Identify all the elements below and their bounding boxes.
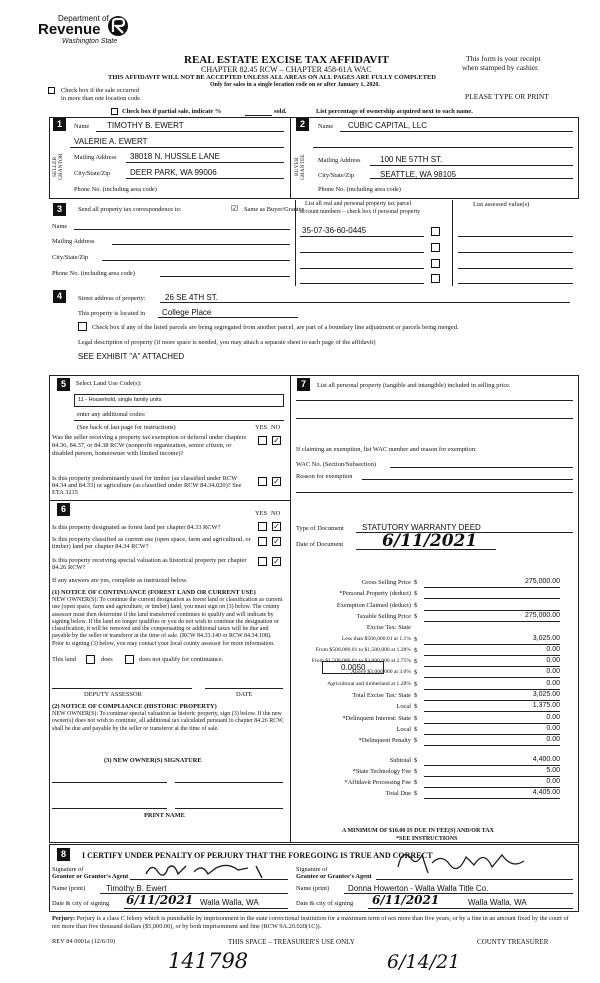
parcel-3-personal-checkbox[interactable] [431, 259, 440, 268]
section-2-number: 2 [296, 118, 309, 131]
s6-q3-yes[interactable] [258, 557, 267, 566]
grantee-name[interactable]: Donna Howerton - Walla Walla Title Co. [348, 884, 489, 893]
county-treasurer: COUNTY TREASURER [477, 938, 549, 946]
treasurer-space: THIS SPACE – TREASURER'S USE ONLY [228, 938, 355, 946]
price-row-label: Less than $500,000.01 at 1.1% [341, 635, 411, 642]
price-row-label: *Delinquent Interest: State [342, 714, 411, 722]
deputy-assessor-label: DEPUTY ASSESSOR [84, 691, 142, 698]
price-row-dollar: $ [414, 703, 418, 711]
price-row-value[interactable]: 0.00 [546, 668, 560, 676]
buyer-name-label: Name [318, 123, 334, 130]
assessor-date-label: DATE [236, 691, 253, 698]
s5-no-label: NO [271, 424, 281, 431]
perjury-label: Perjury: [52, 915, 76, 922]
reason-label: Reason for exemption [296, 473, 353, 480]
price-row-label: Gross Selling Price [361, 579, 411, 586]
receipt-note-1: This form is your receipt [466, 54, 541, 63]
notice-2-title: (2) NOTICE OF COMPLIANCE (HISTORIC PROPERTY) [52, 703, 217, 710]
does-not-qualify-checkbox[interactable] [125, 655, 134, 664]
located-label: This property is located in [78, 310, 146, 317]
price-row-label: Taxable Selling Price [356, 612, 411, 620]
price-row-dollar: $ [414, 669, 418, 677]
personal-property-title: List all personal property (tangible and intangible) included in selling price. [317, 382, 511, 389]
assessed-head: List assessed value(s) [473, 201, 530, 208]
seller-phone-label: Phone No. (including area code) [74, 186, 157, 193]
seller-side-label: SELLER GRANTOR [52, 153, 64, 181]
dept-line1: Department of [58, 14, 109, 23]
s3-city-label: City/State/Zip [52, 254, 89, 261]
send-correspondence-label: Send all property tax correspondence to: [78, 206, 182, 213]
price-row-dollar: $ [414, 658, 418, 666]
price-row-value[interactable]: 3,025.00 [532, 691, 560, 698]
notice-1-text: NEW OWNER(S): To continue the current designation as forest land or classification as current use (open space, farm and agriculture, or timber) land, you must sign on (3) below. The county assessor must then determine if the land transferred continues to qualify and will indicate by signing below. If the land no longer qualifies or you do not wish to continue the designation or classification, it will be removed and the compensating or additional taxes will be due and payable by the seller or transferor at the time of sale. (RCW 84.33.140 or RCW 84.34.108). Prior to signing (3) below, you may contact your local county assessor for more information. [52, 597, 283, 647]
s5-q2-yes[interactable] [258, 477, 267, 486]
price-row-dollar: $ [414, 601, 418, 609]
grantor-name[interactable]: Timothy B. Ewert [106, 884, 167, 893]
local-rate: 0.0050 [341, 663, 366, 672]
certify-statement: I CERTIFY UNDER PENALTY OF PERJURY THAT THE FOREGOING IS TRUE AND CORRECT [82, 851, 433, 860]
s5-question-2: Is this property predominantly used for timber (as classified under RCW 84.34 and 84.33) or agriculture (as classified under RCW 84.34.020)? See ETA 3215 [52, 475, 242, 496]
parcel-2-personal-checkbox[interactable] [431, 243, 440, 252]
doc-date[interactable]: 6/11/2021 [382, 531, 478, 551]
segregated-label: Check box if any of the listed parcels are being segregated from another parcel, are part of a boundary line adjustment or parcels being merged. [92, 324, 459, 331]
multi-location-checkbox[interactable] [48, 87, 55, 94]
seller-mail[interactable]: 38018 N. HUSSLE LANE [130, 152, 220, 161]
s5-question-1: Was the seller receiving a property tax exemption or deferral under chapters 84.36, 84.37, or 84.38 RCW (nonprofit organization, senior citizen, or disabled person, homeowner with limited income)? [52, 434, 247, 457]
sold-label: sold. [274, 108, 287, 115]
parcel-1[interactable]: 35-07-36-60-0445 [302, 226, 367, 235]
price-row-value[interactable]: 275,000.00 [524, 578, 560, 585]
price-row-value[interactable]: 275,000.00 [524, 611, 560, 619]
price-row-label: From $1,500,000.01 to $3,000,000 at 2.75% [311, 658, 411, 665]
wac-intro: If claiming an exemption, list WAC number and reason for exemption: [296, 446, 477, 453]
price-row-value[interactable]: 5.00 [546, 766, 560, 774]
dept-line2: Revenue [38, 21, 101, 38]
see-back-label: (See back of last page for instructions) [77, 424, 176, 431]
price-row-label: Exemption Claimed (deduct) [336, 601, 411, 609]
price-row-value[interactable]: 0.00 [546, 645, 560, 653]
print-name-label: PRINT NAME [144, 812, 185, 819]
price-row-dollar: $ [414, 635, 418, 643]
grantor-name-label: Name (print) [52, 885, 86, 892]
additional-codes-label: enter any additional codes: [77, 411, 146, 418]
buyer-phone-label: Phone No. (including area code) [318, 186, 401, 193]
buyer-city-label: City/State/Zip [318, 172, 355, 179]
section-4-number: 4 [53, 290, 66, 303]
buyer-mail-label: Mailing Address [318, 157, 361, 164]
seller-name-label: Name [74, 123, 90, 130]
price-row-dollar: $ [414, 579, 418, 586]
buyer-mail[interactable]: 100 NE 57TH ST. [380, 155, 443, 164]
doc-type[interactable]: STATUTORY WARRANTY DEED [362, 523, 481, 532]
notice-1-title: (1) NOTICE OF CONTINUANCE (FOREST LAND OR CURRENT USE) [52, 589, 256, 596]
price-row-value[interactable]: 1,375.00 [532, 702, 560, 710]
price-row-value[interactable]: 0.00 [546, 713, 560, 721]
hand-date: 6/14/21 [387, 951, 461, 973]
seller-name-2[interactable]: VALERIE A. EWERT [74, 137, 148, 146]
s6-q2-no[interactable]: ✓ [273, 537, 280, 546]
s6-if-yes: If any answers are yes, complete as instructed below. [52, 577, 188, 584]
s6-q3-no[interactable]: ✓ [273, 557, 280, 566]
hand-number: 141798 [168, 949, 249, 973]
grantor-date-label: Date & city of signing [52, 900, 110, 907]
price-row-dollar: $ [414, 737, 418, 745]
notice-3-title: (3) NEW OWNER(S) SIGNATURE [104, 757, 202, 764]
price-row-label: Excise Tax: State [366, 624, 411, 632]
multi-location-label-1: Check box if the sale occurred [61, 87, 139, 94]
price-row-dollar: $ [414, 790, 418, 798]
price-row-label: *State Technology Fee [352, 767, 411, 775]
s3-mail-label: Mailing Address [52, 238, 95, 245]
s5-q2-no[interactable]: ✓ [273, 477, 280, 486]
segregated-checkbox[interactable] [78, 322, 87, 331]
grantee-sig-label-2: Grantee or Grantee's Agent [296, 873, 372, 880]
price-row-label: *Delinquent Penalty [358, 737, 411, 745]
price-row-value[interactable]: 0.00 [546, 778, 560, 786]
perjury-text: Perjury is a class C felony which is punishable by imprisonment in the state correctional institution for a maximum term of not more than five years, or by a fine in an amount fixed by the court of not more than five thousand dollars ($5,000.00), or by both imprisonment and fine (RCW 9A.20.020(1C)). [52, 915, 569, 930]
buyer-city[interactable]: SEATTLE, WA 98105 [380, 170, 457, 179]
price-row-label: *Affidavit Processing Fee [344, 779, 411, 787]
same-as-buyer-check[interactable]: ☑ [231, 204, 239, 213]
street-label: Street address of property: [78, 295, 146, 302]
price-row-label: Total Excise Tax: State [352, 692, 411, 699]
legal-label: Legal description of property (if more space is needed, you may attach a separate sheet to each page of the affidavit) [78, 339, 376, 346]
does-qualify-checkbox[interactable] [86, 655, 95, 664]
price-row-value[interactable]: 4,400.00 [532, 755, 560, 763]
partial-sale-checkbox[interactable] [111, 108, 118, 115]
wac-no-label: WAC No. (Section/Subsection) [296, 461, 377, 468]
land-use-title: Select Land Use Code(s): [76, 380, 142, 387]
buyer-name-1[interactable]: CUBIC CAPITAL, LLC [348, 121, 427, 130]
seller-city[interactable]: DEER PARK, WA 99006 [130, 168, 217, 177]
price-row-value[interactable]: 0.00 [546, 724, 560, 732]
section-3-number: 3 [53, 203, 66, 216]
grantee-city[interactable]: Walla Walla, WA [468, 898, 527, 907]
s6-q2-yes[interactable] [258, 537, 267, 546]
grantor-sig-label-2: Grantor or Grantor's Agent [52, 873, 129, 880]
price-row-label: From $500,000.01 to $1,500,000 at 1.28% [315, 646, 411, 653]
notice-2-text: NEW OWNER(S): To continue special valuation as historic property, sign (3) below. If the new owner(s) does not wish to continue, all additional tax calculated pursuant to chapter 84.26 RCW, shall be due and payable by the seller or transferor at the time of sale. [52, 711, 284, 732]
s6-no-label: NO [271, 510, 281, 517]
dept-line3: Washington State [62, 38, 118, 45]
price-row-dollar: $ [414, 779, 418, 787]
minimum-note-1: A MINIMUM OF $10.00 IS DUE IN FEE(S) AND/OR TAX [342, 828, 494, 834]
does-not-label: does not qualify for continuance. [139, 656, 224, 663]
sales-note: Only for sales in a single location code on or after January 1, 2020. [210, 82, 380, 88]
seller-name-1[interactable]: TIMOTHY B. EWERT [107, 121, 184, 130]
grantee-sig-label-1: Signature of [296, 866, 328, 873]
located-in[interactable]: College Place [162, 308, 212, 317]
grantor-date[interactable]: 6/11/2021 [126, 893, 194, 907]
parcel-4-personal-checkbox[interactable] [431, 274, 440, 283]
does-label: does [101, 656, 113, 663]
grantee-signature[interactable] [392, 845, 542, 879]
s5-yes-label: YES [255, 424, 268, 431]
price-row-dollar: $ [414, 680, 418, 688]
price-row-label: Subtotal [389, 756, 411, 764]
seller-city-label: City/State/Zip [74, 170, 111, 177]
section-7-number: 7 [297, 378, 310, 391]
doc-date-label: Date of Document [296, 541, 344, 548]
s3-phone-label: Phone No. (including area code) [52, 270, 135, 277]
price-row-dollar: $ [414, 725, 418, 733]
grantor-city[interactable]: Walla Walla, WA [200, 898, 259, 907]
parcel-head-1: List all real and personal property tax parcel [305, 201, 412, 207]
form-number: REV 84 0001a (12/6/19) [52, 938, 116, 945]
grantor-sig-label-1: Signature of [52, 866, 84, 873]
price-row-label: Total Due [385, 790, 411, 798]
s5-q1-no[interactable]: ✓ [273, 436, 280, 445]
price-row-dollar: $ [414, 714, 418, 722]
doc-type-label: Type of Document [296, 525, 344, 532]
price-row-label: *Personal Property (deduct) [339, 590, 411, 598]
same-as-buyer-label: Same as Buyer/Grantee [244, 206, 305, 213]
price-row-value[interactable]: 0.00 [546, 657, 560, 665]
s6-q1-yes[interactable] [258, 522, 267, 531]
type-or-print: PLEASE TYPE OR PRINT [465, 92, 549, 101]
form-chapter: CHAPTER 82.45 RCW – CHAPTER 458-61A WAC [201, 65, 372, 74]
s6-yes-label: YES [255, 510, 268, 517]
ownership-label: List percentage of ownership acquired next to each name. [316, 108, 473, 115]
land-use-code: 11 - Household, single family units [78, 397, 162, 403]
parcel-head-2: account numbers – check box if personal property [300, 209, 421, 215]
multi-location-label-2: in more than one location code. [61, 95, 142, 102]
price-row-label: Agricultural and timberland at 1.28% [327, 680, 411, 687]
price-row-dollar: $ [414, 756, 418, 764]
s6-q1-no[interactable]: ✓ [273, 522, 280, 531]
price-row-dollar: $ [414, 692, 418, 699]
grantee-name-label: Name (print) [296, 885, 330, 892]
legal-description[interactable]: SEE EXHIBIT "A" ATTACHED [78, 352, 185, 361]
this-land-label: This land [52, 656, 76, 663]
price-row-value[interactable]: 3,025.00 [532, 634, 560, 642]
s3-name-label: Name [52, 223, 68, 230]
partial-sale-label: Check box if partial sale, indicate % [122, 108, 222, 115]
s5-q1-yes[interactable] [258, 436, 267, 445]
form-title: REAL ESTATE EXCISE TAX AFFIDAVIT [184, 54, 389, 66]
price-row-dollar: $ [414, 646, 418, 654]
dor-logo-icon [107, 14, 129, 38]
perjury-notice [52, 915, 578, 931]
price-row-dollar: $ [414, 767, 418, 775]
s6-question-1: Is this property designated as forest land per chapter 84.33 RCW? [52, 524, 221, 531]
minimum-note-2: *SEE INSTRUCTIONS [396, 836, 458, 842]
section-6-number: 6 [57, 503, 70, 516]
section-5-number: 5 [57, 378, 70, 391]
buyer-side-label: BUYER GRANTEE [294, 154, 306, 180]
price-row-label: Above $3,000,000 at 3.0% [351, 669, 411, 676]
price-row-value[interactable]: 0.00 [546, 736, 560, 744]
s6-question-3: Is this property receiving special valuation as historical property per chapter 84.26 RCW? [52, 557, 247, 571]
receipt-note-2: when stamped by cashier. [462, 63, 540, 72]
grantee-date[interactable]: 6/11/2021 [372, 893, 440, 907]
price-row-value[interactable]: 4,405.00 [532, 789, 560, 797]
price-row-value[interactable]: 0.00 [546, 679, 560, 687]
seller-mail-label: Mailing Address [74, 154, 117, 161]
price-row-label: Local [396, 703, 411, 711]
section-8-number: 8 [57, 848, 70, 861]
form-warning: THIS AFFIDAVIT WILL NOT BE ACCEPTED UNLESS ALL AREAS ON ALL PAGES ARE FULLY COMPLETED [108, 74, 436, 81]
grantee-date-label: Date & city of signing [296, 900, 354, 907]
street-address[interactable]: 26 SE 4TH ST. [165, 293, 218, 302]
section-1-number: 1 [53, 118, 66, 131]
price-row-dollar: $ [414, 590, 418, 598]
s6-question-2: Is this property classified as current use (open space, farm and agricultural, or timber) land per chapter 84.34 RCW? [52, 536, 251, 550]
price-row-dollar: $ [414, 612, 418, 620]
parcel-1-personal-checkbox[interactable] [431, 227, 440, 236]
price-row-label: Local [396, 725, 411, 733]
